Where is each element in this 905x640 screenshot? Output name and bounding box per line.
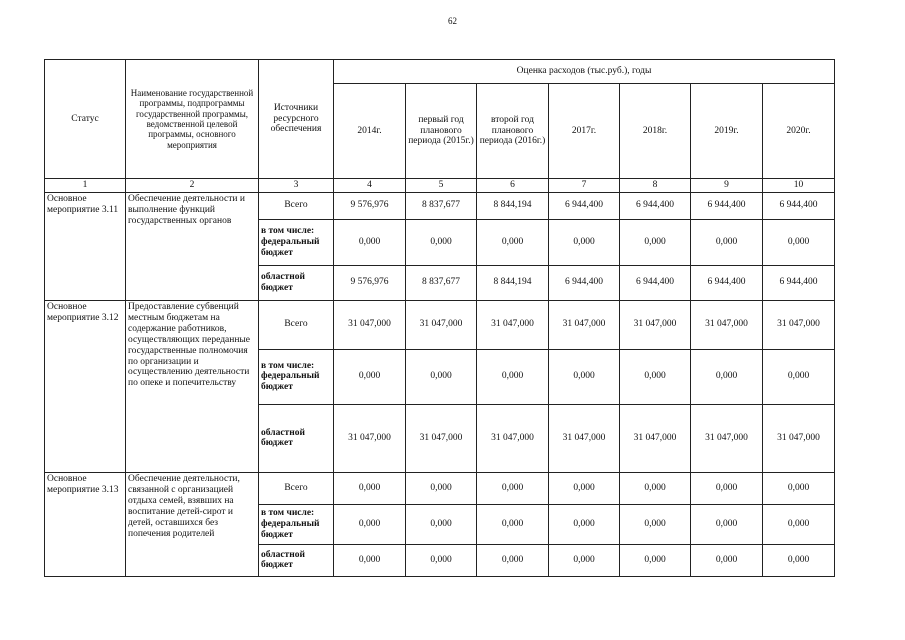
header-year: второй год планового периода (2016г.) [477,84,549,179]
value-cell: 0,000 [620,472,691,504]
value-cell: 6 944,400 [763,265,835,300]
value-cell: 0,000 [691,219,763,265]
value-cell: 0,000 [406,472,477,504]
value-cell: 0,000 [477,472,549,504]
table-row [45,192,835,219]
header-year: первый год планового периода (2015г.) [406,84,477,179]
header-year: 2020г. [763,84,835,179]
value-cell: 6 944,400 [763,192,835,219]
column-number: 3 [259,179,334,193]
source-label: в том числе: федеральный бюджет [259,504,334,544]
header-year: 2019г. [691,84,763,179]
value-cell: 9 576,976 [334,265,406,300]
name-cell: Обеспечение деятельности и выполнение функций государственных органов [126,192,259,300]
value-cell: 31 047,000 [691,404,763,472]
status-cell: Основное мероприятие 3.11 [45,192,126,300]
value-cell: 31 047,000 [477,300,549,349]
value-cell: 0,000 [406,349,477,404]
source-label: областной бюджет [259,265,334,300]
value-cell: 31 047,000 [549,404,620,472]
value-cell: 0,000 [691,544,763,576]
value-cell: 0,000 [549,472,620,504]
table-row [45,300,835,349]
value-cell: 31 047,000 [763,300,835,349]
value-cell: 8 844,194 [477,265,549,300]
value-cell: 0,000 [549,349,620,404]
value-cell: 31 047,000 [549,300,620,349]
value-cell: 0,000 [763,544,835,576]
status-cell: Основное мероприятие 3.13 [45,472,126,576]
value-cell: 6 944,400 [691,192,763,219]
value-cell: 31 047,000 [620,404,691,472]
value-cell: 0,000 [620,349,691,404]
value-cell: 0,000 [406,544,477,576]
header-year: 2018г. [620,84,691,179]
source-label: Всего [259,192,334,219]
value-cell: 31 047,000 [691,300,763,349]
value-cell: 0,000 [334,544,406,576]
value-cell: 0,000 [620,544,691,576]
value-cell: 31 047,000 [406,404,477,472]
value-cell: 0,000 [549,219,620,265]
value-cell: 0,000 [549,504,620,544]
column-number: 5 [406,179,477,193]
value-cell: 0,000 [406,219,477,265]
value-cell: 0,000 [334,504,406,544]
value-cell: 0,000 [620,504,691,544]
value-cell: 0,000 [477,349,549,404]
value-cell: 0,000 [691,504,763,544]
header-estimate: Оценка расходов (тыс.руб.), годы [334,60,835,84]
source-label: областной бюджет [259,404,334,472]
header-row-1 [45,60,835,84]
column-number: 10 [763,179,835,193]
value-cell: 9 576,976 [334,192,406,219]
name-cell: Обеспечение деятельности, связанной с организацией отдыха семей, взявших на воспитание детей-сирот и детей, оставшихся без попечения родителей [126,472,259,576]
value-cell: 0,000 [406,504,477,544]
value-cell: 8 837,677 [406,192,477,219]
value-cell: 0,000 [691,472,763,504]
column-number: 2 [126,179,259,193]
value-cell: 0,000 [620,219,691,265]
value-cell: 6 944,400 [549,265,620,300]
source-label: областной бюджет [259,544,334,576]
value-cell: 0,000 [334,472,406,504]
value-cell: 31 047,000 [763,404,835,472]
value-cell: 0,000 [477,219,549,265]
value-cell: 31 047,000 [620,300,691,349]
value-cell: 0,000 [763,504,835,544]
source-label: Всего [259,300,334,349]
value-cell: 0,000 [334,219,406,265]
source-label: Всего [259,472,334,504]
value-cell: 8 837,677 [406,265,477,300]
header-sources: Источники ресурсного обеспечения [259,60,334,179]
value-cell: 6 944,400 [620,192,691,219]
value-cell: 6 944,400 [691,265,763,300]
value-cell: 0,000 [477,504,549,544]
column-number: 7 [549,179,620,193]
value-cell: 0,000 [691,349,763,404]
value-cell: 0,000 [763,472,835,504]
value-cell: 31 047,000 [477,404,549,472]
column-number: 4 [334,179,406,193]
budget-table [44,59,835,577]
name-cell: Предоставление субвенций местным бюджетам на содержание работников, осуществляющих переданные государственные полномочия по организации и осуществлению деятельности по опеке и попечительству [126,300,259,472]
header-year: 2017г. [549,84,620,179]
source-label: в том числе: федеральный бюджет [259,349,334,404]
column-number: 9 [691,179,763,193]
value-cell: 31 047,000 [334,404,406,472]
page-number: 62 [448,16,457,26]
header-status: Статус [45,60,126,179]
value-cell: 31 047,000 [334,300,406,349]
value-cell: 0,000 [549,544,620,576]
value-cell: 6 944,400 [549,192,620,219]
value-cell: 0,000 [477,544,549,576]
column-number: 1 [45,179,126,193]
column-number: 6 [477,179,549,193]
column-number: 8 [620,179,691,193]
value-cell: 6 944,400 [620,265,691,300]
value-cell: 8 844,194 [477,192,549,219]
value-cell: 0,000 [334,349,406,404]
column-number-row [45,179,835,193]
status-cell: Основное мероприятие 3.12 [45,300,126,472]
value-cell: 0,000 [763,219,835,265]
header-year: 2014г. [334,84,406,179]
header-name: Наименование государственной программы, подпрограммы государственной программы, ведомственной целевой программы, основного мероприятия [126,60,259,179]
source-label: в том числе: федеральный бюджет [259,219,334,265]
value-cell: 31 047,000 [406,300,477,349]
table-row [45,472,835,504]
value-cell: 0,000 [763,349,835,404]
